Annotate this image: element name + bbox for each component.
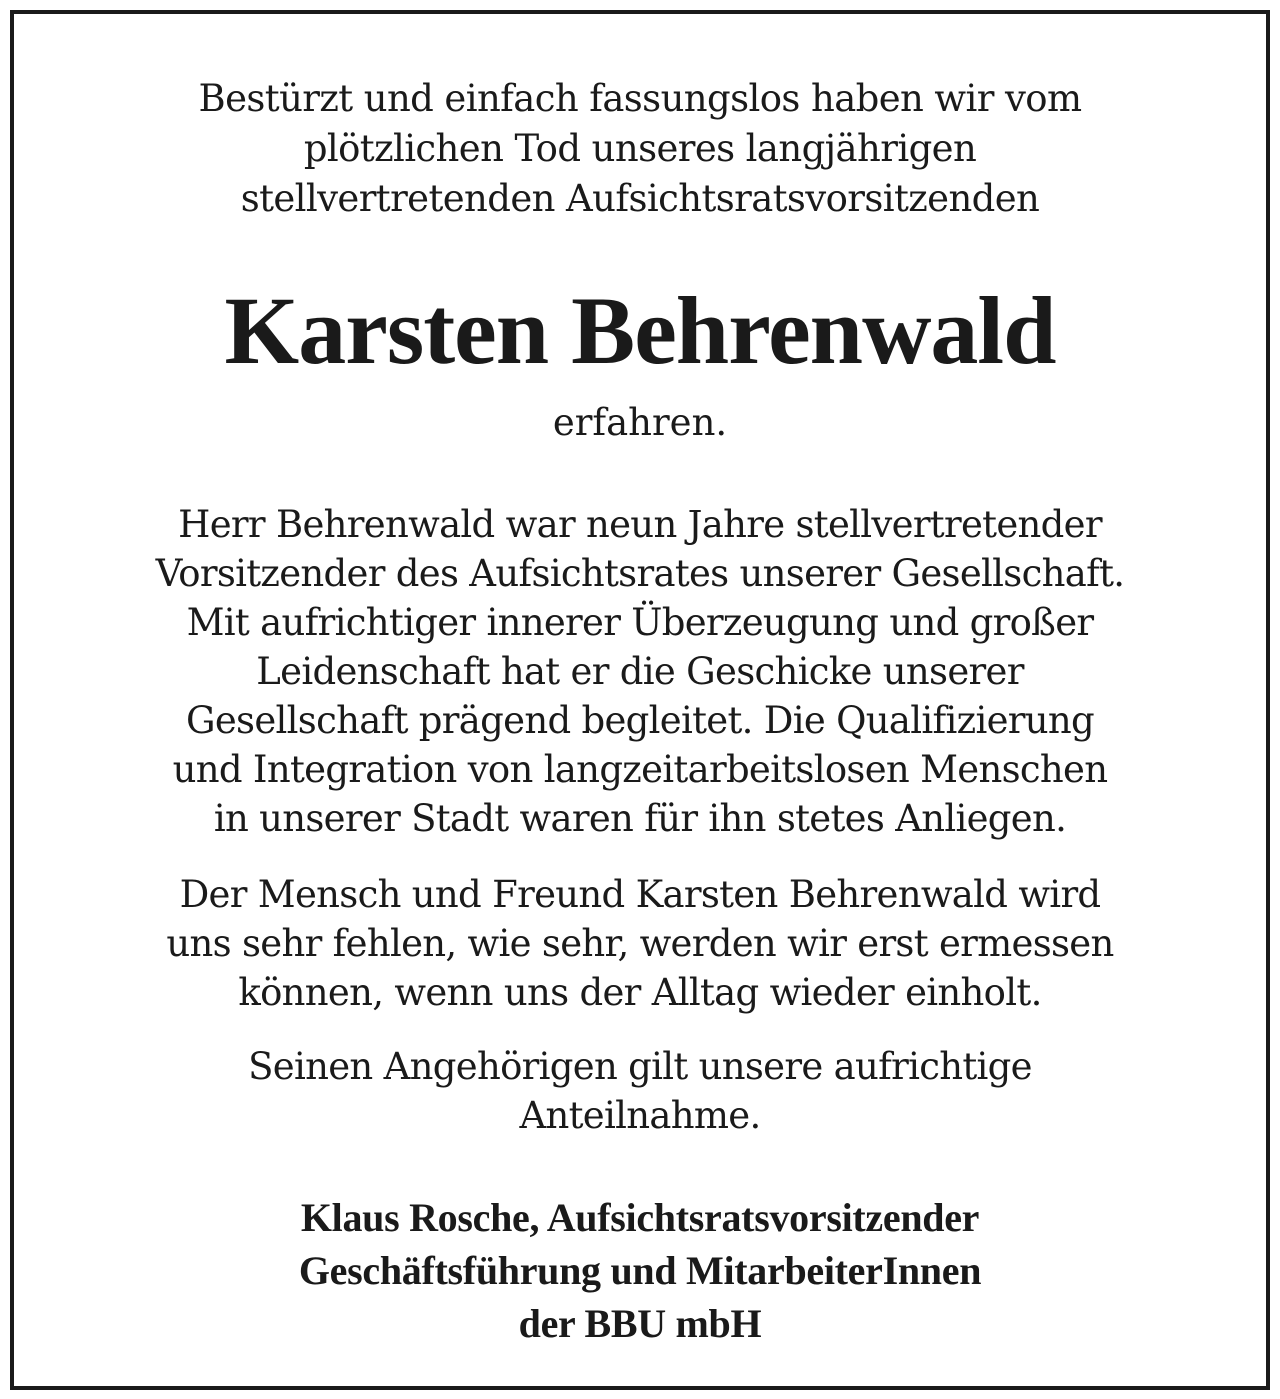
paragraph-line: und Integration von langzeitarbeitslosen Menschen: [172, 748, 1108, 791]
paragraph-line: Der Mensch und Freund Karsten Behrenwald wird: [179, 873, 1101, 916]
paragraph-line: Leidenschaft hat er die Geschicke unserer: [256, 650, 1024, 693]
paragraph-line: Mit aufrichtiger innerer Überzeugung und großer: [186, 601, 1094, 644]
signature-line: Geschäftsführung und MitarbeiterInnen: [298, 1248, 982, 1293]
intro-line: Bestürzt und einfach fassungslos haben wir vom: [198, 77, 1082, 120]
paragraph-line: in unserer Stadt waren für ihn stetes Anliegen.: [213, 797, 1067, 840]
signature-line: der BBU mbH: [518, 1301, 762, 1346]
paragraph-line: Gesellschaft prägend begleitet. Die Qualifizierung: [185, 699, 1095, 742]
paragraph-line: Vorsitzender des Aufsichtsrates unserer Gesellschaft.: [155, 552, 1125, 595]
intro-line: stellvertretenden Aufsichtsratsvorsitzenden: [240, 177, 1040, 220]
paragraph-line: können, wenn uns der Alltag wieder einholt.: [238, 971, 1042, 1014]
signature-block: [14, 1191, 1266, 1350]
obituary-notice-frame: [10, 10, 1270, 1390]
intro-closing-word: erfahren.: [552, 401, 728, 444]
paragraph-line: Herr Behrenwald war neun Jahre stellvertretender: [178, 503, 1102, 546]
paragraph-line: uns sehr fehlen, wie sehr, werden wir erst ermessen: [166, 922, 1114, 965]
deceased-name: Karsten Behrenwald: [224, 277, 1056, 384]
paragraph-line: Anteilnahme.: [519, 1094, 761, 1137]
condolence-paragraph: [14, 1042, 1266, 1140]
tribute-paragraph: [14, 500, 1266, 843]
intro-line: plötzlichen Tod unseres langjährigen: [303, 127, 977, 170]
paragraph-line: Seinen Angehörigen gilt unsere aufrichtige: [248, 1045, 1032, 1088]
signature-line: Klaus Rosche, Aufsichtsratsvorsitzender: [300, 1195, 980, 1240]
intro-text: [14, 74, 1266, 224]
remembrance-paragraph: [14, 870, 1266, 1017]
